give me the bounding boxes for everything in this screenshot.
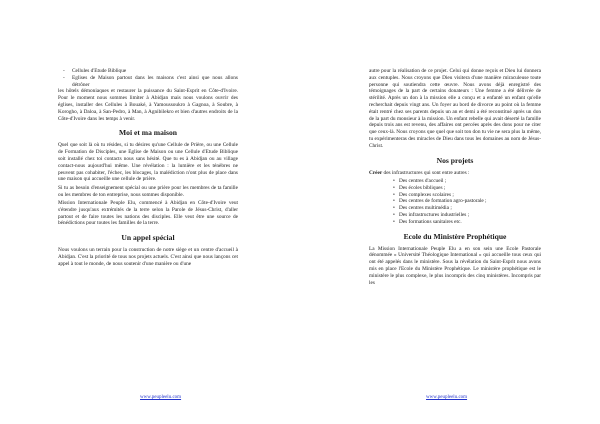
- projets-lead: [369, 170, 541, 177]
- paragraph: autre pour la réalisation de ce projet. Celui qui donne reçois et Dieu lui donnera aux centuples. Nous croyons que Dieu visitera d'une manière miraculeuse toute personne qui soutiendra cette œuvre. Nous avons déjà enregistré des témoignages de la part de certains donateurs : Une femme a été délivrée de stérilité. Après un don à la mission elle a conçu et a enfanté un enfant qu'elle recherchait depuis vingt ans. Un foyer au bord de divorce au point où la femme était rentré chez ses parents depuis un an et demi a été reconstitué après un don de la part du monsieur à la mission. Un enfant rebelle qui avait déserté la famille depuis trois ans est revenu, des affaires ont percées après des dons pour ne citer que ceux-là. Nous croyons que quel que soit ton don tu vie ne sera plus la même, tu expérimenteras des miracles de Dieu dans tous les domaines au nom de Jésus-Christ.: [369, 68, 541, 149]
- list-item: - Cellules d'Etude Biblique: [58, 68, 238, 75]
- paragraph: Si tu as besoin d'enseignement spécial ou une prière pour les membres de ta famille ou les membres de ton entreprise, nous sommes disponible.: [58, 184, 238, 198]
- paragraph: Quel que soit là où tu résides, si tu désires qu'une Cellule de Prière, ou une Cellule de Formation de Disciples, une Eglise de Maison ou une Cellule d'Etude Biblique soit installé chez toi contacts nous sans hésité. Que tu es à Abidjan ou au village contact-nous aujourd'hui même. Une révélation : la lumière et les ténèbres ne peuvent pas cohabiter, l'échec, les blocages, la malédiction n'ont plus de place dans une maison qui accueille une cellule de prière.: [58, 142, 238, 183]
- intro-paragraph: les hôtels démoniaques et restaurer la puissance du Saint-Esprit en Côte-d'Ivoire. Pour le moment nous sommes limiter à Abidjan mais nous voulons ouvrir des églises, installer des Cellules à Bouaké, à Yamoussoukro à Gagnoa, à Soubre, à Korogho, à Daloa, à San-Pedro, à Man, à Agnibilekro et bien d'autres endroits de la Côte-d'Ivoire dans les temps à venir.: [58, 88, 238, 122]
- list-item: • Des infrastructures industrielles ;: [369, 212, 541, 219]
- section-heading-moi: Moi et ma maison: [119, 128, 177, 138]
- list-item: • Des écoles bibliques ;: [369, 185, 541, 192]
- section-heading-projets: Nos projets: [436, 155, 474, 165]
- section-heading-ecole: Ecole du Ministère Prophétique: [403, 231, 507, 241]
- list-item: • Des centres de formation agro-pastorale ;: [369, 198, 541, 205]
- list-item: - Eglises de Maison partout dans les maisons c'est ainsi que nous allons détrôner: [58, 75, 238, 89]
- projets-lead-bold: Créer: [369, 169, 383, 176]
- list-item: • Des complexes scolaires ;: [369, 192, 541, 199]
- list-item: • Des formations sanitaires etc.: [369, 219, 541, 226]
- paragraph: La Mission Internationale Peuple Elu a en son sein une Ecole Pastorale dénommée « Université Théologique International » qui accueille tous ceux qui ont été appelés dans le ministère. Sous la révélation du Saint-Esprit nous avons mis en place l'Ecole du Ministère Prophétique. Le ministère prophétique est le ministère le plus complexe, le plus incompris des cinq ministères. Incompris par les: [369, 245, 541, 286]
- right-column: [369, 68, 541, 288]
- list-item: • Des centres multimédia ;: [369, 205, 541, 212]
- footer-link-right[interactable]: www.peupleelu.com: [426, 395, 468, 400]
- projets-lead-text: des infrastructures qui sont entre autres :: [382, 169, 470, 176]
- section-heading-appel: Un appel spécial: [121, 233, 175, 243]
- projects-list: [369, 178, 541, 226]
- list-item: • Des centres d'accueil ;: [369, 178, 541, 185]
- cell-type-list: [58, 68, 238, 88]
- paragraph: Nous voulons un terrain pour la construction de notre siège et un centre d'accueil à Abidjan. C'est la priorité de tous nos projets actuels. C'est ainsi que nous lançons cet appel à tout le monde, de nous soutenir d'une manière ou d'une: [58, 247, 238, 267]
- paragraph: Mission Internationale Peuple Elu, commencé à Abidjan en Côte-d'Ivoire veut s'étendre jusqu'aux extrémités de la terre selon la Parole de Jésus-Christ, d'aller partout et de faire toutes les nations des disciples. Elle veut être une source de bénédictions pour toutes les familles de la terre.: [58, 199, 238, 227]
- left-column: [58, 68, 238, 269]
- footer-link-left[interactable]: www.peupleelu.com: [140, 395, 182, 400]
